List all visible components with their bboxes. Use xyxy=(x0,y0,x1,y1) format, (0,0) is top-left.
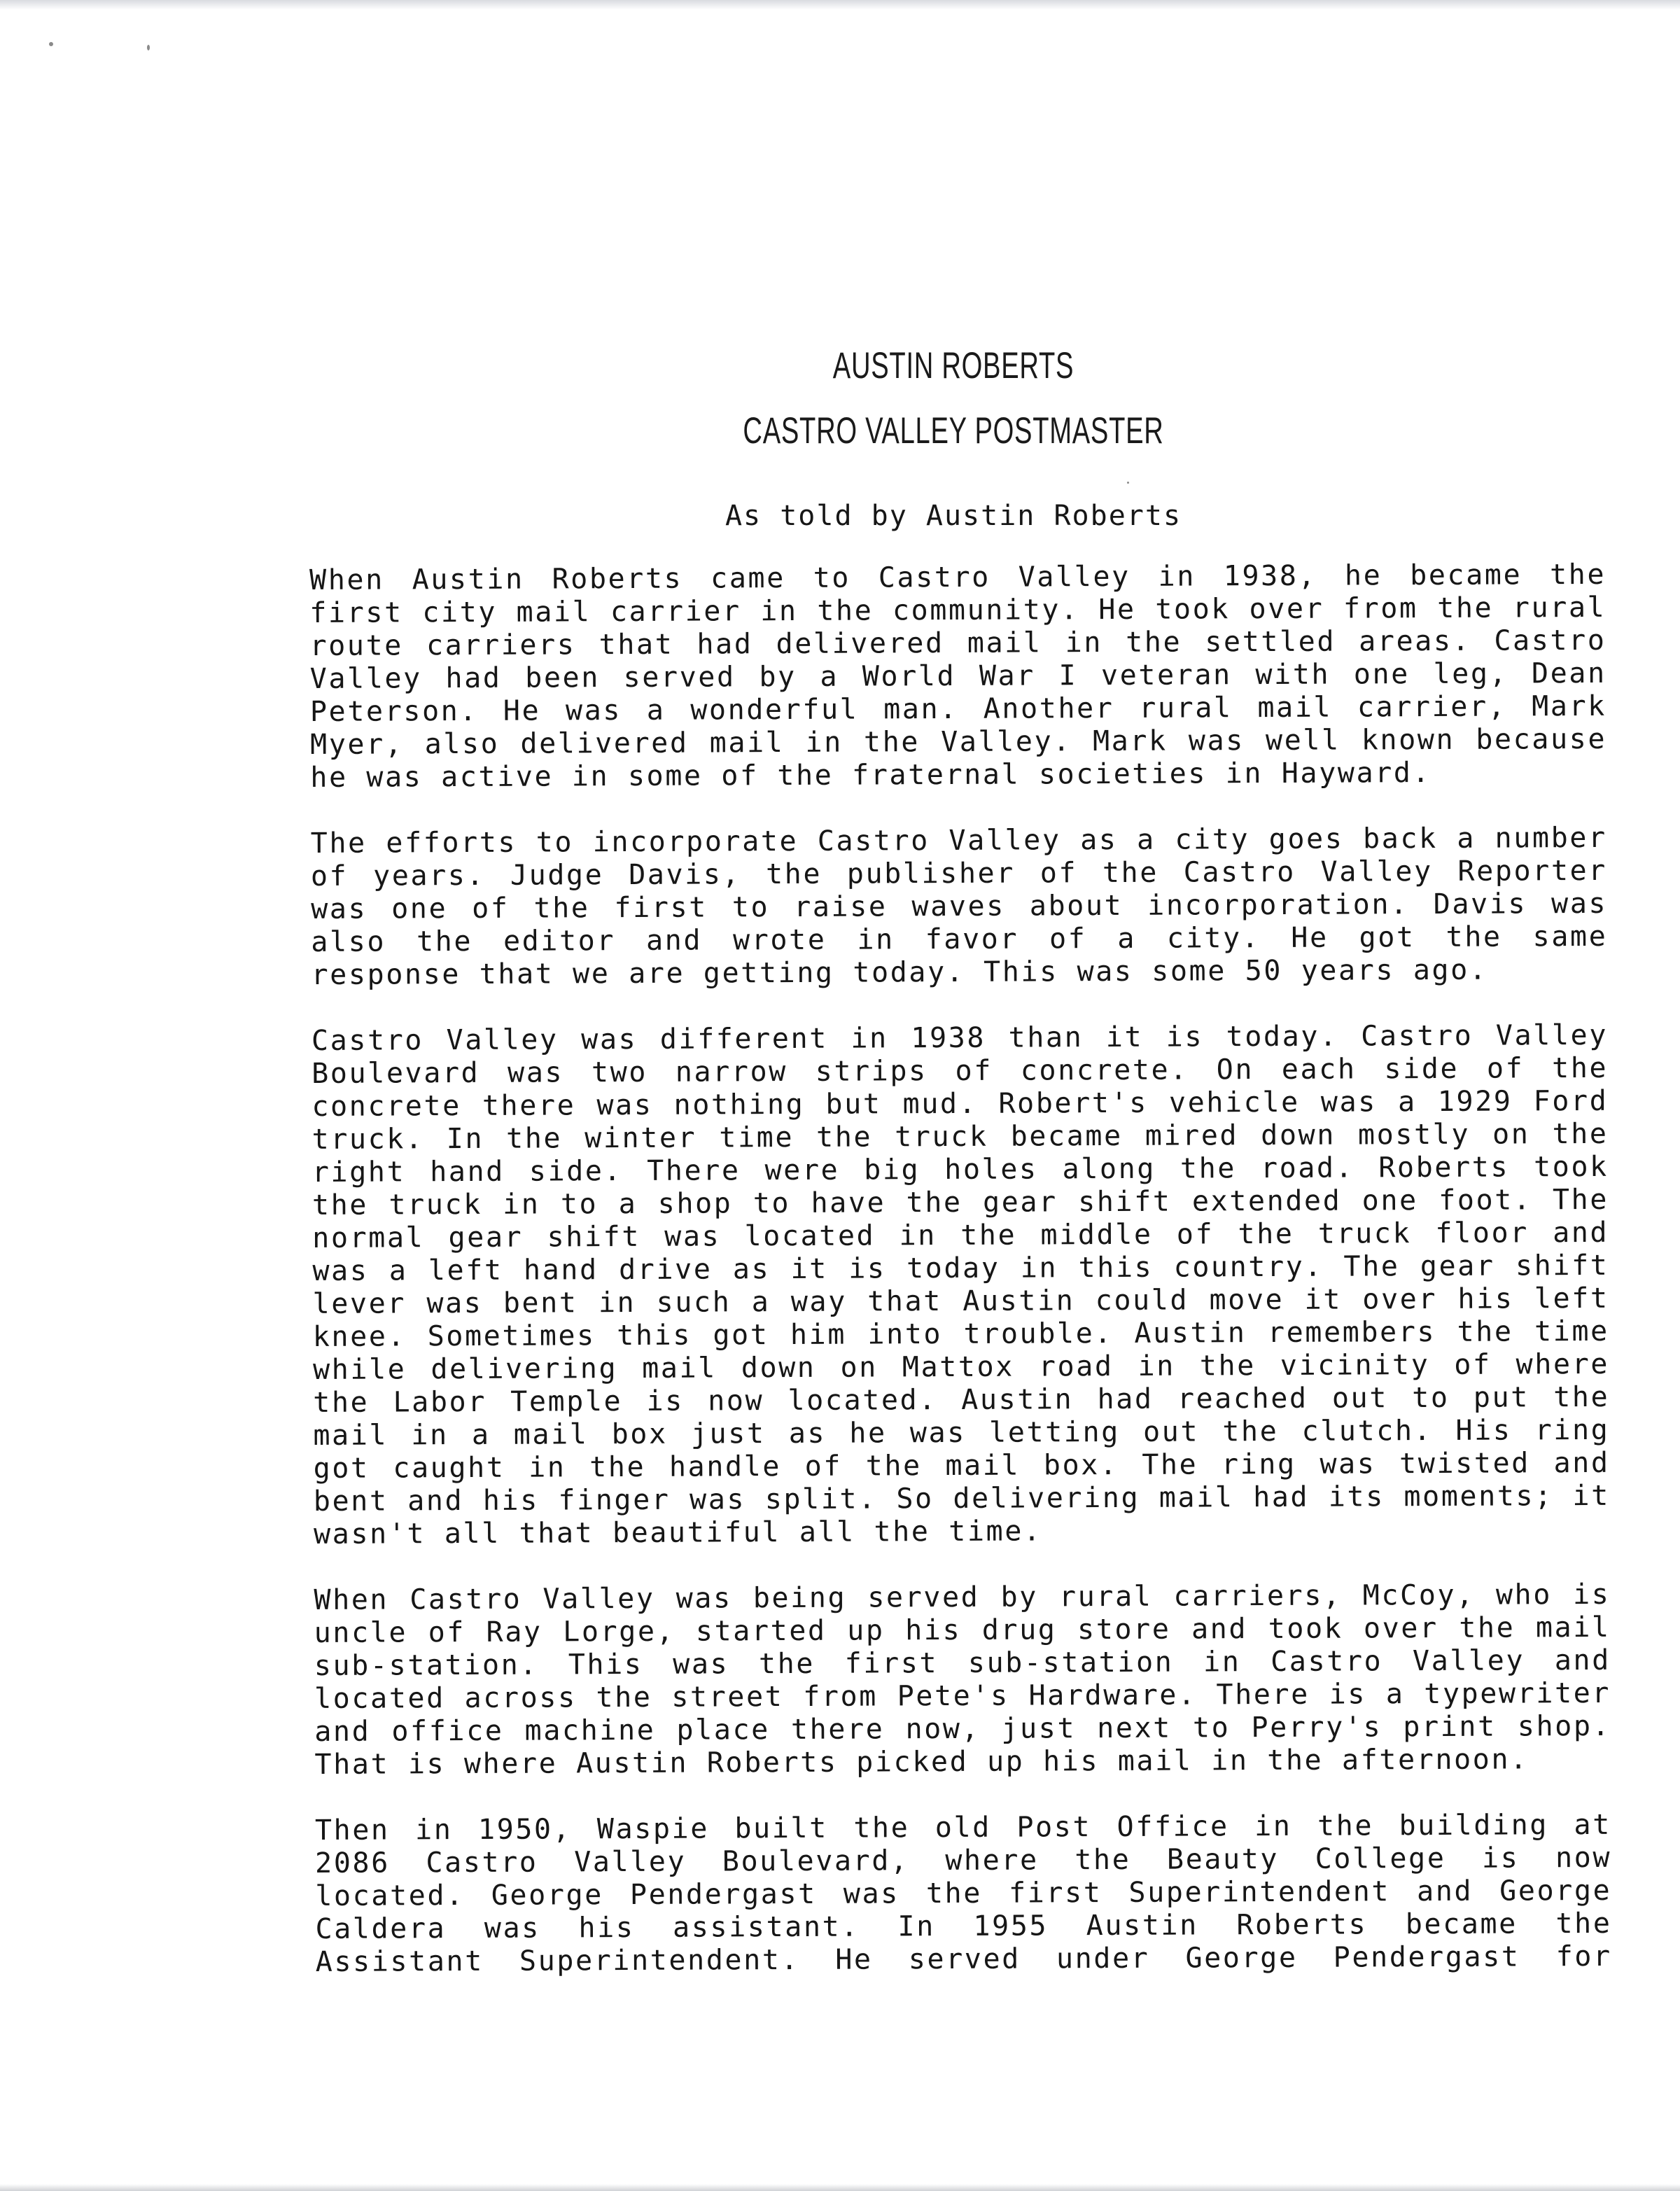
paragraph: When Castro Valley was being served by rural carriers, McCoy, who is uncle of Ray Lorge, started up his drug store and took over the mail sub-station. This was the first sub-station in Castro Valley and located across the street from Pete's Hardware. There is a typewriter and office machine place there now, just next to Perry's print shop. That is where Austin Roberts picked up his mail in the afternoon. xyxy=(314,1578,1611,1781)
scan-speck xyxy=(147,45,150,50)
body-text xyxy=(309,559,1612,2012)
scan-speck xyxy=(49,42,53,46)
scan-bottom-edge xyxy=(0,2184,1680,2191)
paragraph: The efforts to incorporate Castro Valley as a city goes back a number of years. Judge Davis, the publisher of the Castro Valley Reporter was one of the first to raise waves about incorporation. Davis was also the editor and wrote in favor of a city. He got the same response that we are getting today. This was some 50 years ago. xyxy=(310,821,1608,991)
scan-speck xyxy=(1127,482,1129,484)
document-subtitle: CASTRO VALLEY POSTMASTER xyxy=(743,410,1164,451)
paragraph: Then in 1950, Waspie built the old Post Office in the building at 2086 Castro Valley Boulevard, where the Beauty College is now located. George Pendergast was the first Superintendent and George Caldera was his assistant. In 1955 Austin Roberts became the Assistant Superintendent. He served under George Pendergast for xyxy=(314,1808,1612,1978)
byline: As told by Austin Roberts xyxy=(724,500,1182,532)
document-title: AUSTIN ROBERTS xyxy=(832,345,1074,386)
paragraph: When Austin Roberts came to Castro Valley in 1938, he became the first city mail carrier in the community. He took over from the rural route carriers that had delivered mail in the settled areas. Castro Valley had been served by a World War I veteran with one leg, Dean Peterson. He was a wonderful man. Another rural mail carrier, Mark Myer, also delivered mail in the Valley. Mark was well known because he was active in some of the fraternal societies in Hayward. xyxy=(309,558,1607,794)
paragraph: Castro Valley was different in 1938 than it is today. Castro Valley Boulevard was two narrow strips of concrete. On each side of the concrete there was nothing but mud. Robert's vehicle was a 1929 Ford truck. In the winter time the truck became mired down mostly on the right hand side. There were big holes along the road. Roberts took the truck in to a shop to have the gear shift extended one foot. The normal gear shift was located in the middle of the truck floor and was a left hand drive as it is today in this country. The gear shift lever was bent in such a way that Austin could move it over his left knee. Sometimes this got him into trouble. Austin remembers the time while delivering mail down on Mattox road in the vicinity of where the Labor Temple is now located. Austin had reached out to put the mail in a mail box just as he was letting out the clutch. His ring got caught in the handle of the mail box. The ring was twisted and bent and his finger was split. So delivering mail had its moments; it wasn't all that beautiful all the time. xyxy=(311,1018,1610,1550)
scan-top-edge xyxy=(0,0,1680,10)
